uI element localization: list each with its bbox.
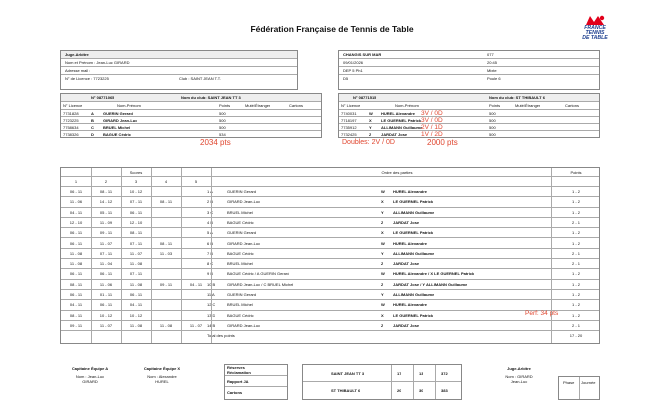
reserves-box [224,364,288,400]
player-letter: C [91,125,94,130]
set-score [151,259,181,268]
game-away-name: LE GUERNEL Patrick [393,312,434,318]
player-name: ALLIMANN Guillaume [381,125,423,130]
team-x-box [338,93,600,138]
team-x-total-note: 2000 pts [427,138,458,147]
total-points: 17 - 20 [569,333,583,338]
game-away-code: Z [381,219,384,225]
player-letter: Z [369,132,372,137]
player-licence: 7731828 [63,111,79,116]
game-away-name: JARDAT Jose / Y ALLIMANN Guillaume [393,281,468,287]
game-points: 1 - 2 [571,240,580,246]
total-label: Total des points [207,333,235,338]
team-a-total-note: 2034 pts [200,138,231,147]
set-score [151,208,181,217]
player-row [61,131,321,138]
player-row [61,124,321,131]
game-home-code: 2 B [207,199,214,205]
set-score [151,269,181,278]
result-row [303,382,461,399]
game-home-name: BRUEL Michel [227,302,253,308]
player-licence: 7738326 [63,132,79,137]
result-balls: 372 [441,371,448,376]
referee-sign [493,366,545,384]
set-score: 08 - 11 [129,230,143,236]
referee-licence-row [61,75,297,83]
player-points: 500 [219,125,226,130]
game-points: 2 - 1 [571,322,580,328]
referee-header: Juge-Arbitre [61,51,297,59]
player-record-note: 2V / 1D [421,124,443,130]
set-score: 06 - 11 [99,271,113,277]
game-away-code: Z [381,322,384,328]
set-score: 06 - 11 [69,271,83,277]
game-points: 1 - 2 [571,292,580,297]
set-score: 11 - 08 [69,250,83,256]
team-a-box [60,93,322,138]
venue-no: 077 [487,52,494,57]
game-row [61,239,599,249]
cartons-label: Cartons [227,390,243,395]
result-balls: 383 [441,388,448,393]
referee-email: Adresse mail : [61,67,297,75]
game-row [61,321,599,331]
game-points: 1 - 2 [571,230,580,236]
game-home-code: 14 B [207,322,216,328]
game-home-code: 6 B [207,240,214,246]
game-home-code: 9 D [207,271,214,277]
game-away-name: LE GUERNEL Patrick [393,199,434,205]
game-away-code: W [381,271,385,277]
game-home-code: 11 A [207,292,215,297]
player-name: LE GUERNEL Patrick [381,118,422,123]
player-record-note: 1V / 2D [421,131,443,138]
captain-a [60,366,120,384]
game-points: 1 - 2 [571,312,580,318]
set-score [151,218,181,227]
set-col-header: 1 [74,179,78,184]
player-letter: Y [369,125,372,130]
player-name: JARDAT Jose [381,132,408,137]
game-row [61,269,599,279]
game-home-code: 7 D [207,250,214,256]
player-points: 500 [489,111,496,116]
set-score: 12 - 10 [69,219,83,225]
set-score: 11 - 08 [129,322,143,328]
points-header: Points [570,170,582,175]
set-score: 10 - 12 [129,312,143,318]
poule: Poule 6 [487,76,501,81]
player-record-note: 3V / 0D [421,117,443,123]
player-letter: A [91,111,94,116]
game-away-name: ALLIMANN Guillaume [393,250,435,256]
game-row [61,218,599,228]
game-home-name: BAGUE Cédric [227,219,254,225]
ja-name: Nom : GIRARD [505,374,533,379]
set-score: 10 - 12 [99,312,113,318]
set-score: 08 - 11 [159,240,173,246]
game-away-name: HUREL Alexandre [393,302,428,308]
game-away-code: W [381,240,385,246]
team-x-no: N° 08771515 [353,95,377,100]
player-licence: 7718197 [341,118,357,123]
set-col-header: 4 [164,179,168,184]
col-name: Nom-Prénom [395,103,419,108]
game-away-name: HUREL Alexandre [393,240,428,246]
set-score: 11 - 09 [99,219,113,225]
game-away-code: Y [381,292,384,297]
game-points: 2 - 1 [571,261,580,267]
game-away-code: W [381,189,385,194]
game-away-name: HUREL Alexandre / X LE GUERNEL Patrick [393,271,475,277]
captain-a-label: Capitaine Équipe A [71,366,109,371]
player-row [339,124,599,131]
logo-text-2: TENNIS [585,30,605,37]
game-points: 2 - 1 [571,250,580,256]
game-row [61,300,599,310]
col-cartons: Cartons [289,103,304,108]
col-mute: Muté/Étranger [245,103,271,108]
player-letter: B [91,118,94,123]
set-score: 08 - 11 [69,281,83,287]
player-points: 500 [219,118,226,123]
set-score: 11 - 08 [159,322,173,328]
game-home-code: 13 D [207,312,216,318]
game-row [61,259,599,269]
set-score: 11 - 08 [69,261,83,267]
referee-club: Club : SAINT JEAN T.T. [179,76,221,81]
team-a-club: Nom du club: SAINT JEAN TT 3 [181,95,241,100]
doubles-note: Doubles: 2V / 0D [342,139,395,146]
game-away-name: ALLIMANN Guillaume [393,209,435,215]
game-home-name: GIRARD Jean-Luc [227,199,261,205]
set-score: 14 - 12 [99,199,113,205]
game-row [61,228,599,238]
reclamation-label: Réclamation [225,370,287,376]
set-score: 06 - 11 [69,230,83,236]
team-x-club: Nom du club: ST THIBAULT 6 [489,95,545,100]
player-name: BAGUE Cédric [103,132,132,137]
game-away-name: JARDAT Jose [393,261,420,267]
set-score: 04 - 11 [69,302,83,308]
game-away-name: ALLIMANN Guillaume [393,292,435,297]
logo-text-3: DE TABLE [582,35,608,42]
game-home-code: 10 B [207,281,216,287]
game-points: 1 - 2 [571,271,580,277]
captain-x [132,366,192,384]
player-points: 500 [489,118,496,123]
player-points: 500 [489,125,496,130]
col-licence: N° Licence [63,103,83,108]
set-score: 12 - 10 [129,219,143,225]
set-score: 04 - 11 [189,281,203,287]
game-row [61,290,599,300]
player-name: GUERIN Gerard [103,111,133,116]
result-sets: 30 [419,388,424,393]
result-points: 17 [397,371,402,376]
set-col-header: 5 [194,179,198,184]
set-score: 09 - 11 [69,322,83,328]
ja-name2: Jean-Luc [510,379,528,384]
set-score [151,311,181,320]
player-licence: 7732425 [341,132,357,137]
division: DEP 5 Ph1 [343,68,363,73]
set-score: 11 - 08 [129,261,143,267]
set-score: 06 - 11 [69,189,83,194]
player-licence: 7723225 [63,118,79,123]
col-cartons: Cartons [565,103,580,108]
player-letter: D [91,132,94,137]
document-title: Fédération Française de Tennis de Table [250,24,414,34]
game-home-name: GIRARD Jean-Luc / C BRUEL Michel [227,281,294,287]
game-away-code: W [381,302,385,308]
game-home-code: 4 D [207,219,214,225]
set-score: 01 - 11 [99,292,113,297]
col-points: Points [489,103,501,108]
logo-text-1: FRANCE [584,25,606,31]
player-name: BRUEL Michel [103,125,131,130]
game-home-code: 5 A [207,230,213,236]
match-info-box [338,50,600,90]
set-score: 07 - 11 [129,199,143,205]
scores-header: Scores [129,170,143,175]
set-score: 11 - 07 [129,250,143,256]
game-points: 1 - 2 [571,199,580,205]
game-away-code: X [381,199,384,205]
game-points: 1 - 2 [571,302,580,308]
game-points: 2 - 1 [571,219,580,225]
set-score: 05 - 11 [99,209,113,215]
scores-table [60,167,600,344]
set-score: 06 - 11 [69,292,83,297]
set-score: 04 - 11 [69,209,83,215]
set-score: 10 - 12 [129,189,143,194]
game-away-name: JARDAT Jose [393,322,420,328]
game-away-name: JARDAT Jose [393,219,420,225]
player-row [339,131,599,138]
game-row [61,280,599,290]
set-score: 06 - 11 [129,292,143,297]
player-licence: 7740031 [341,111,357,116]
result-summary-box [302,364,462,400]
result-points: 20 [397,388,402,393]
game-home-name: BRUEL Michel [227,209,253,215]
set-score: 08 - 11 [99,189,113,194]
order-header: Ordre des parties [381,170,413,175]
set-score: 07 - 11 [129,271,143,277]
set-score: 07 - 11 [99,250,113,256]
round: D5 [343,76,349,81]
phase-box [558,376,600,400]
game-home-code: 8 C [207,261,214,267]
game-home-code: 1 A [207,189,213,194]
journee-label: Journée [581,380,596,385]
set-score [151,290,181,299]
col-licence: N° Licence [341,103,361,108]
venue: CHANGIS SUR MAR [343,52,382,57]
set-score: 09 - 11 [159,281,173,287]
game-home-code: 3 C [207,209,214,215]
set-score [151,300,181,309]
result-sets: 13 [419,371,424,376]
game-points: 1 - 2 [571,209,580,215]
player-licence: 7735912 [341,125,357,130]
ja-label: Juge-Arbitre [507,366,531,371]
game-away-code: Y [381,209,384,215]
referee-name: Nom et Prénom : Jean-Luc GIRARD [61,59,297,67]
game-away-code: Z [381,281,384,287]
game-home-name: GUERIN Gerard [227,189,257,194]
set-score: 11 - 07 [99,240,113,246]
game-row [61,249,599,259]
game-away-name: LE GUERNEL Patrick [393,230,434,236]
game-home-name: GIRARD Jean-Luc [227,322,261,328]
set-score: 04 - 11 [129,302,143,308]
set-score: 08 - 11 [69,312,83,318]
set-score: 11 - 06 [99,281,113,287]
game-home-name: BAGUE Cédric / A GUERIN Gerard [227,271,290,277]
player-row [61,110,321,117]
phase-label: Phase [563,380,575,385]
player-name: GIRARD Jean-Luc [103,118,138,123]
game-away-code: X [381,312,384,318]
game-home-name: GIRARD Jean-Luc [227,240,261,246]
set-col-header: 2 [104,179,108,184]
col-points: Points [219,103,231,108]
game-row [61,311,599,321]
game-home-code: 12 C [207,302,216,308]
set-score: 06 - 11 [99,302,113,308]
player-row [339,110,599,117]
col-mute: Muté/Étranger [515,103,541,108]
set-score: 11 - 07 [99,322,113,328]
captain-x-label: Capitaine Équipe X [143,366,181,371]
captain-a-name2: GIRARD [82,379,98,384]
perf-note: Perf: 34 pts [525,310,559,317]
set-score: 06 - 11 [69,240,83,246]
reserves-label: Réserves [227,365,245,370]
player-points: 500 [489,132,496,137]
captain-x-name2: HUREL [155,379,169,384]
set-score: 09 - 11 [99,230,113,236]
game-home-name: BAGUE Cédric [227,312,254,318]
match-time: 20:45 [487,60,498,65]
set-score: 11 - 08 [129,281,143,287]
rapport-label: Rapport JA [225,376,287,387]
result-team: ST THIBAULT 6 [331,388,361,393]
game-home-name: GUERIN Gerard [227,292,257,297]
set-score: 06 - 11 [129,209,143,215]
set-score: 11 - 07 [189,322,203,328]
set-score [151,228,181,237]
set-col-header: 3 [134,179,138,184]
referee-box [60,50,298,90]
player-letter: X [369,118,372,123]
match-date: 09/01/2026 [343,60,364,65]
referee-licence: N° de Licence : 7723225 [65,76,109,81]
set-score: 11 - 06 [69,199,83,205]
player-row [339,117,599,124]
game-away-code: Y [381,250,384,256]
game-home-name: BRUEL Michel [227,261,253,267]
game-row [61,208,599,218]
game-points: 1 - 2 [571,189,580,194]
player-name: HUREL Alexandre [381,111,416,116]
col-name: Nom-Prénom [117,103,141,108]
set-score: 07 - 11 [129,240,143,246]
team-a-no: N° 08771065 [91,95,115,100]
set-score: 11 - 03 [159,250,173,256]
set-score: 11 - 04 [99,261,113,267]
player-points: 500 [219,111,226,116]
fftt-logo [577,14,613,48]
player-row [61,117,321,124]
player-points: 534 [219,132,226,137]
player-letter: W [369,111,373,116]
captain-a-name: Nom : Jean-Luc [75,374,105,379]
game-away-code: X [381,230,384,236]
captain-x-name: Nom : Alexandre [147,374,177,379]
match-type: Mixte [487,68,497,73]
game-row [61,187,599,197]
player-licence: 7758634 [63,125,79,130]
game-away-code: Z [381,261,384,267]
game-away-name: HUREL Alexandre [393,189,428,194]
set-score: 08 - 11 [159,199,173,205]
game-points: 1 - 2 [571,281,580,287]
game-row [61,197,599,207]
player-record-note: 3V / 0D [421,110,443,116]
game-home-name: BAGUE Cédric [227,250,254,256]
result-team: SAINT JEAN TT 3 [331,371,365,376]
result-row [303,365,461,382]
set-score [151,187,181,196]
game-home-name: GUERIN Gerard [227,230,257,236]
